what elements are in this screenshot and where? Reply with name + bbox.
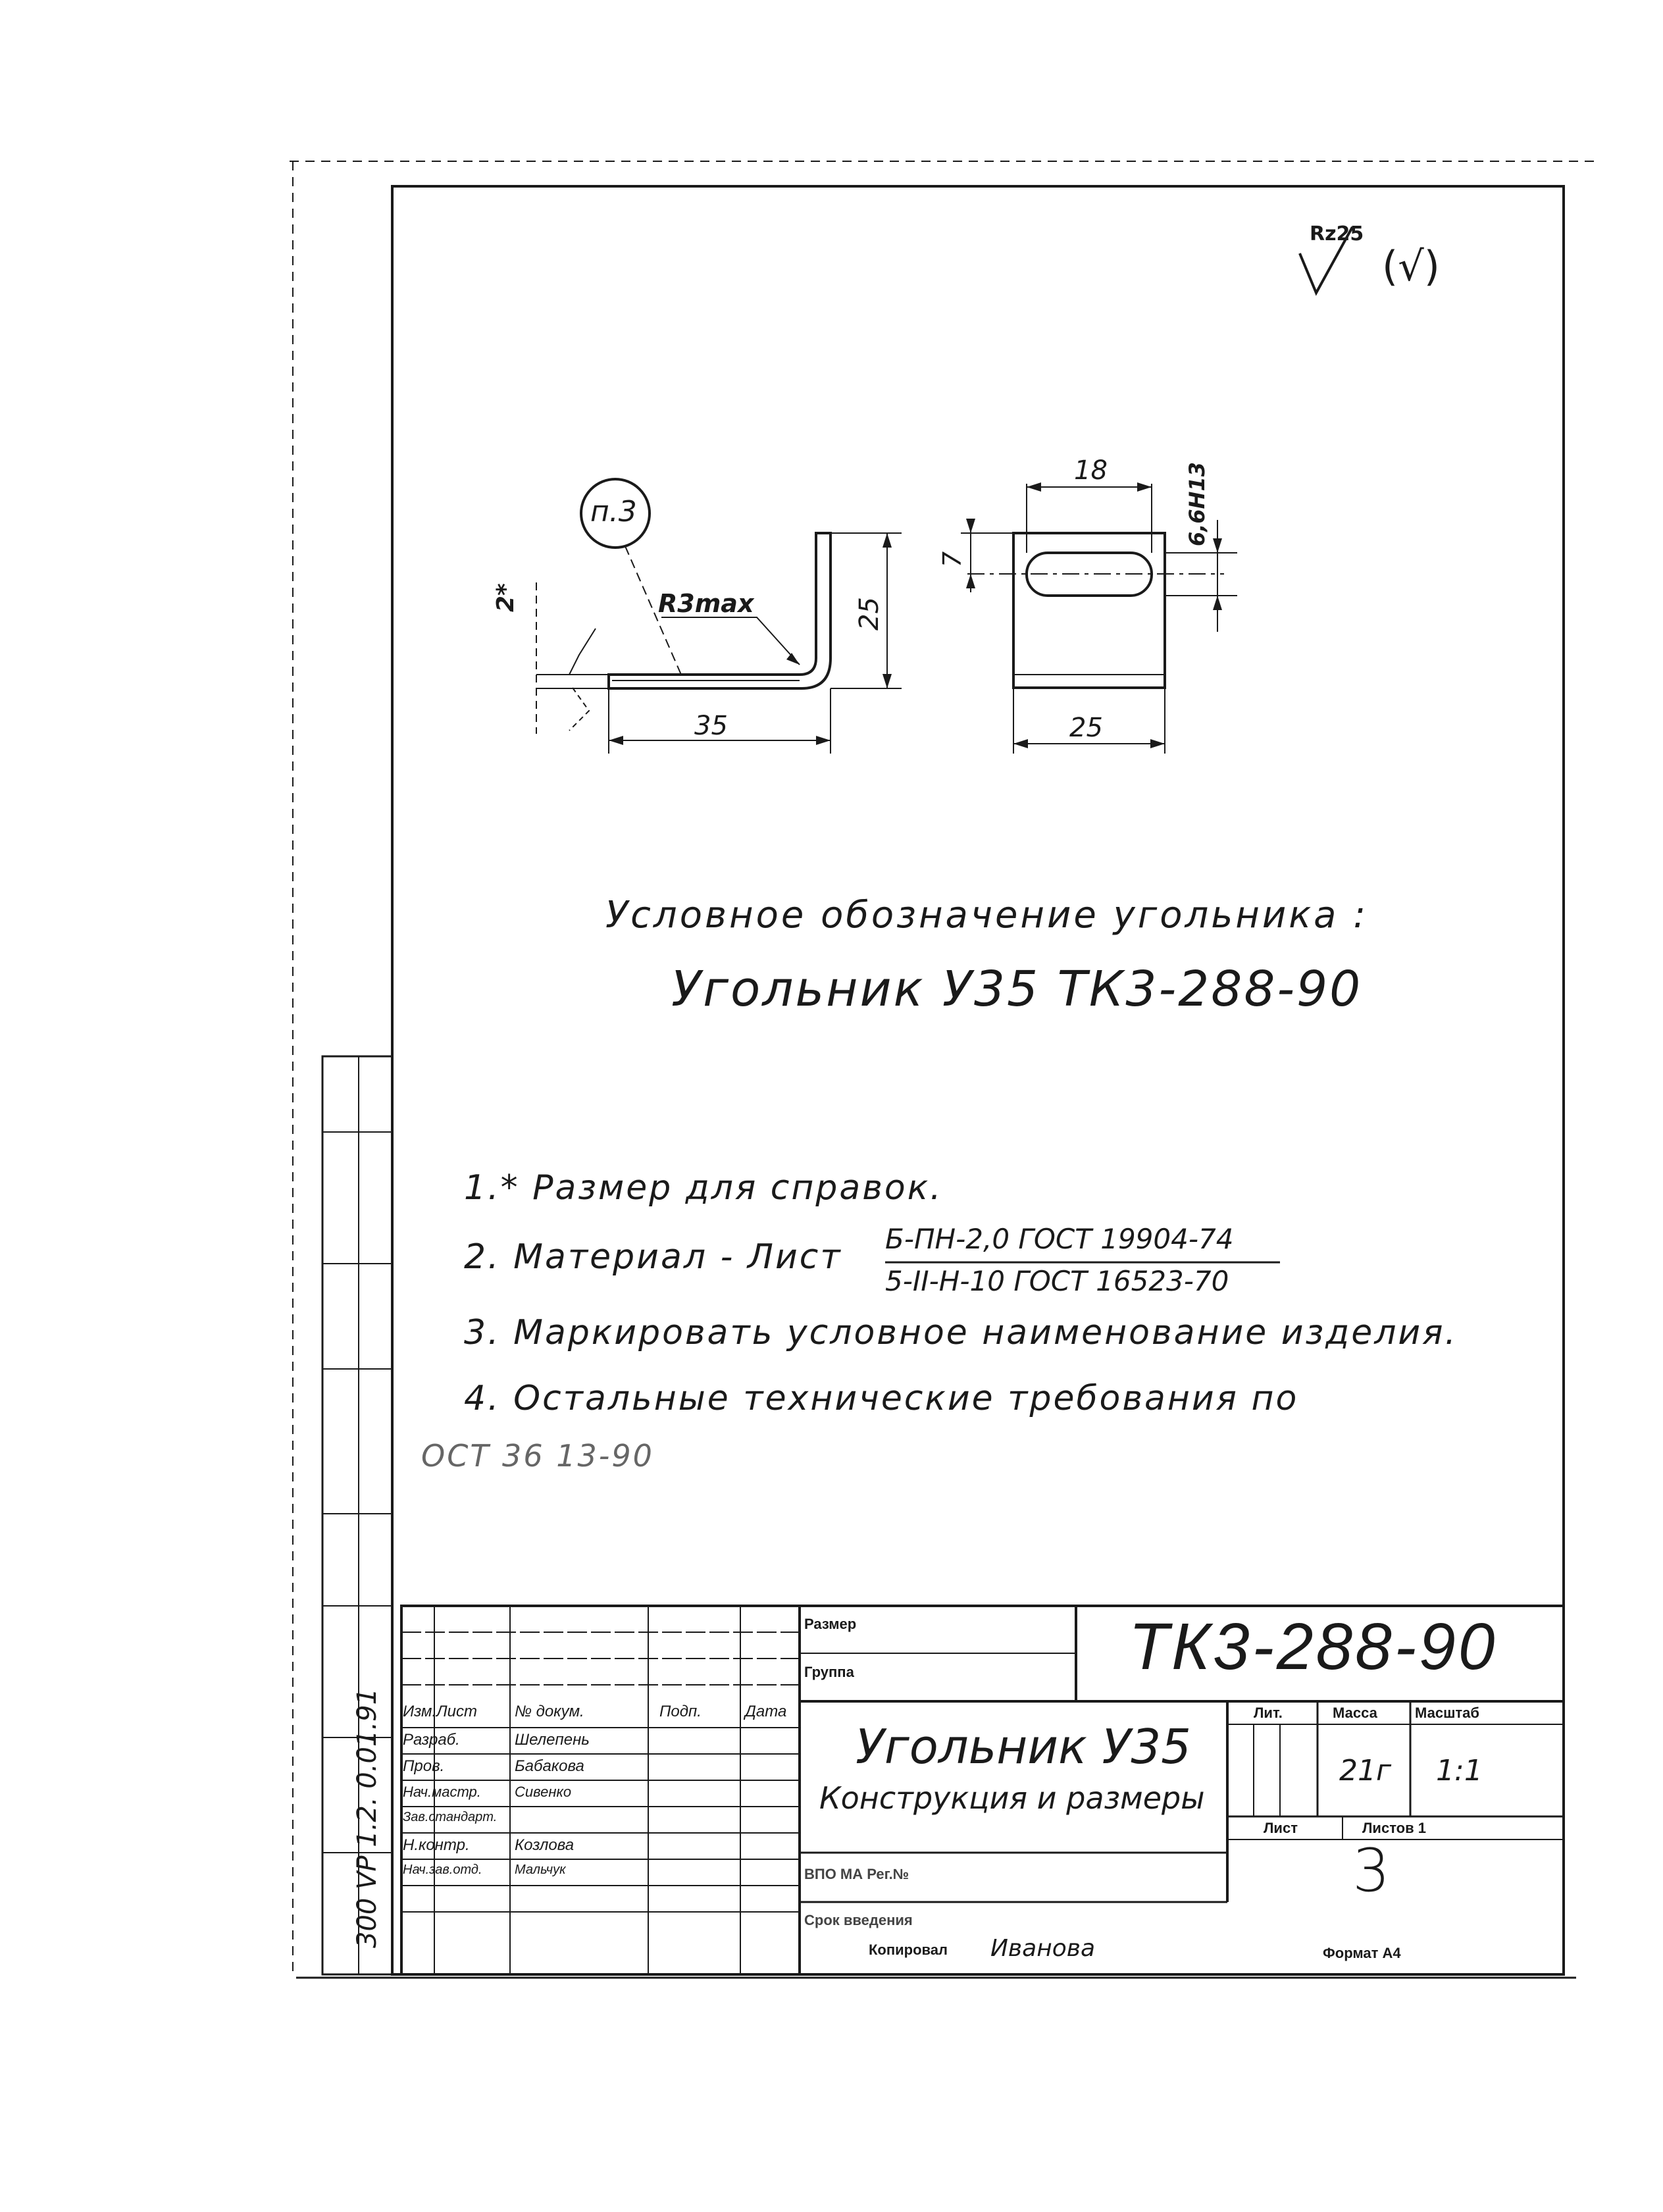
sheet-header: Лист <box>1264 1820 1298 1836</box>
roughness-paren: (√) <box>1382 242 1440 290</box>
roughness-value: Rz25 <box>1310 222 1364 245</box>
mass-header: Масса <box>1333 1705 1377 1721</box>
designation-value: Угольник У35 ТК3-288-90 <box>671 961 1363 1017</box>
dim-18: 18 <box>1074 455 1108 486</box>
row-label: Изм.Лист <box>403 1703 477 1720</box>
row-doc: Бабакова <box>515 1757 584 1775</box>
row-sign: Подп. <box>659 1703 702 1720</box>
srok-label: Срок введения <box>804 1912 913 1928</box>
org-label: ВПО МА Рег.№ <box>804 1866 909 1882</box>
mass-value: 21г <box>1339 1754 1392 1788</box>
dim-thickness: 2* <box>492 583 519 612</box>
format-label: Формат А4 <box>1323 1945 1401 1961</box>
row-label: Пров. <box>403 1757 445 1775</box>
razmer-label: Размер <box>804 1616 857 1632</box>
lit-header: Лит. <box>1254 1705 1283 1721</box>
row-date: Дата <box>745 1703 787 1720</box>
row-label: Нач.зав.отд. <box>403 1863 482 1877</box>
scale-value: 1:1 <box>1436 1754 1483 1788</box>
dim-25-vertical: 25 <box>854 597 884 630</box>
copied-name: Иванова <box>990 1935 1096 1962</box>
row-label: Разраб. <box>403 1731 460 1749</box>
note-3: 3. Маркировать условное наименование изделия. <box>464 1313 1458 1352</box>
radius-label: R3max <box>658 589 754 618</box>
row-doc: Козлова <box>515 1836 575 1854</box>
dim-7: 7 <box>938 551 967 567</box>
designation-caption: Условное обозначение угольника : <box>605 894 1369 937</box>
title-subtitle: Конструкция и размеры <box>819 1780 1205 1816</box>
note-2-material-bottom: 5-II-Н-10 ГОСТ 16523-70 <box>885 1265 1229 1297</box>
dim-35: 35 <box>694 711 728 741</box>
note-1: 1.* Размер для справок. <box>464 1168 943 1208</box>
note-2-material-top: Б-ПН-2,0 ГОСТ 19904-74 <box>885 1223 1234 1255</box>
note-4: 4. Остальные технические требования по <box>464 1379 1299 1418</box>
title-main: Угольник У35 <box>856 1719 1191 1774</box>
row-label: Зав.стандарт. <box>403 1810 498 1824</box>
row-label: Нач.мастр. <box>403 1784 481 1800</box>
dim-25-width: 25 <box>1069 713 1103 743</box>
row-doc: Мальчук <box>515 1863 566 1877</box>
callout-p3: п.3 <box>590 495 637 528</box>
document-number: ТК3-288-90 <box>1129 1610 1498 1684</box>
row-doc: Сивенко <box>515 1784 572 1800</box>
row-doc: № докум. <box>515 1703 584 1720</box>
note-4-continuation: ОСТ 36 13-90 <box>421 1438 654 1474</box>
scale-header: Масштаб <box>1415 1705 1480 1721</box>
copied-label: Копировал <box>869 1942 948 1958</box>
note-2-prefix: 2. Материал - Лист <box>464 1237 842 1277</box>
gruppa-label: Группа <box>804 1664 854 1680</box>
row-label: Н.контр. <box>403 1836 470 1854</box>
row-doc: Шелепень <box>515 1731 590 1749</box>
sheet-number: 3 <box>1352 1836 1391 1905</box>
side-stamp-text: 300 VP 1.2. 0.01.91 <box>352 1688 382 1948</box>
sheets-header: Листов 1 <box>1362 1820 1426 1836</box>
dim-hole: 6,6H13 <box>1185 462 1210 546</box>
